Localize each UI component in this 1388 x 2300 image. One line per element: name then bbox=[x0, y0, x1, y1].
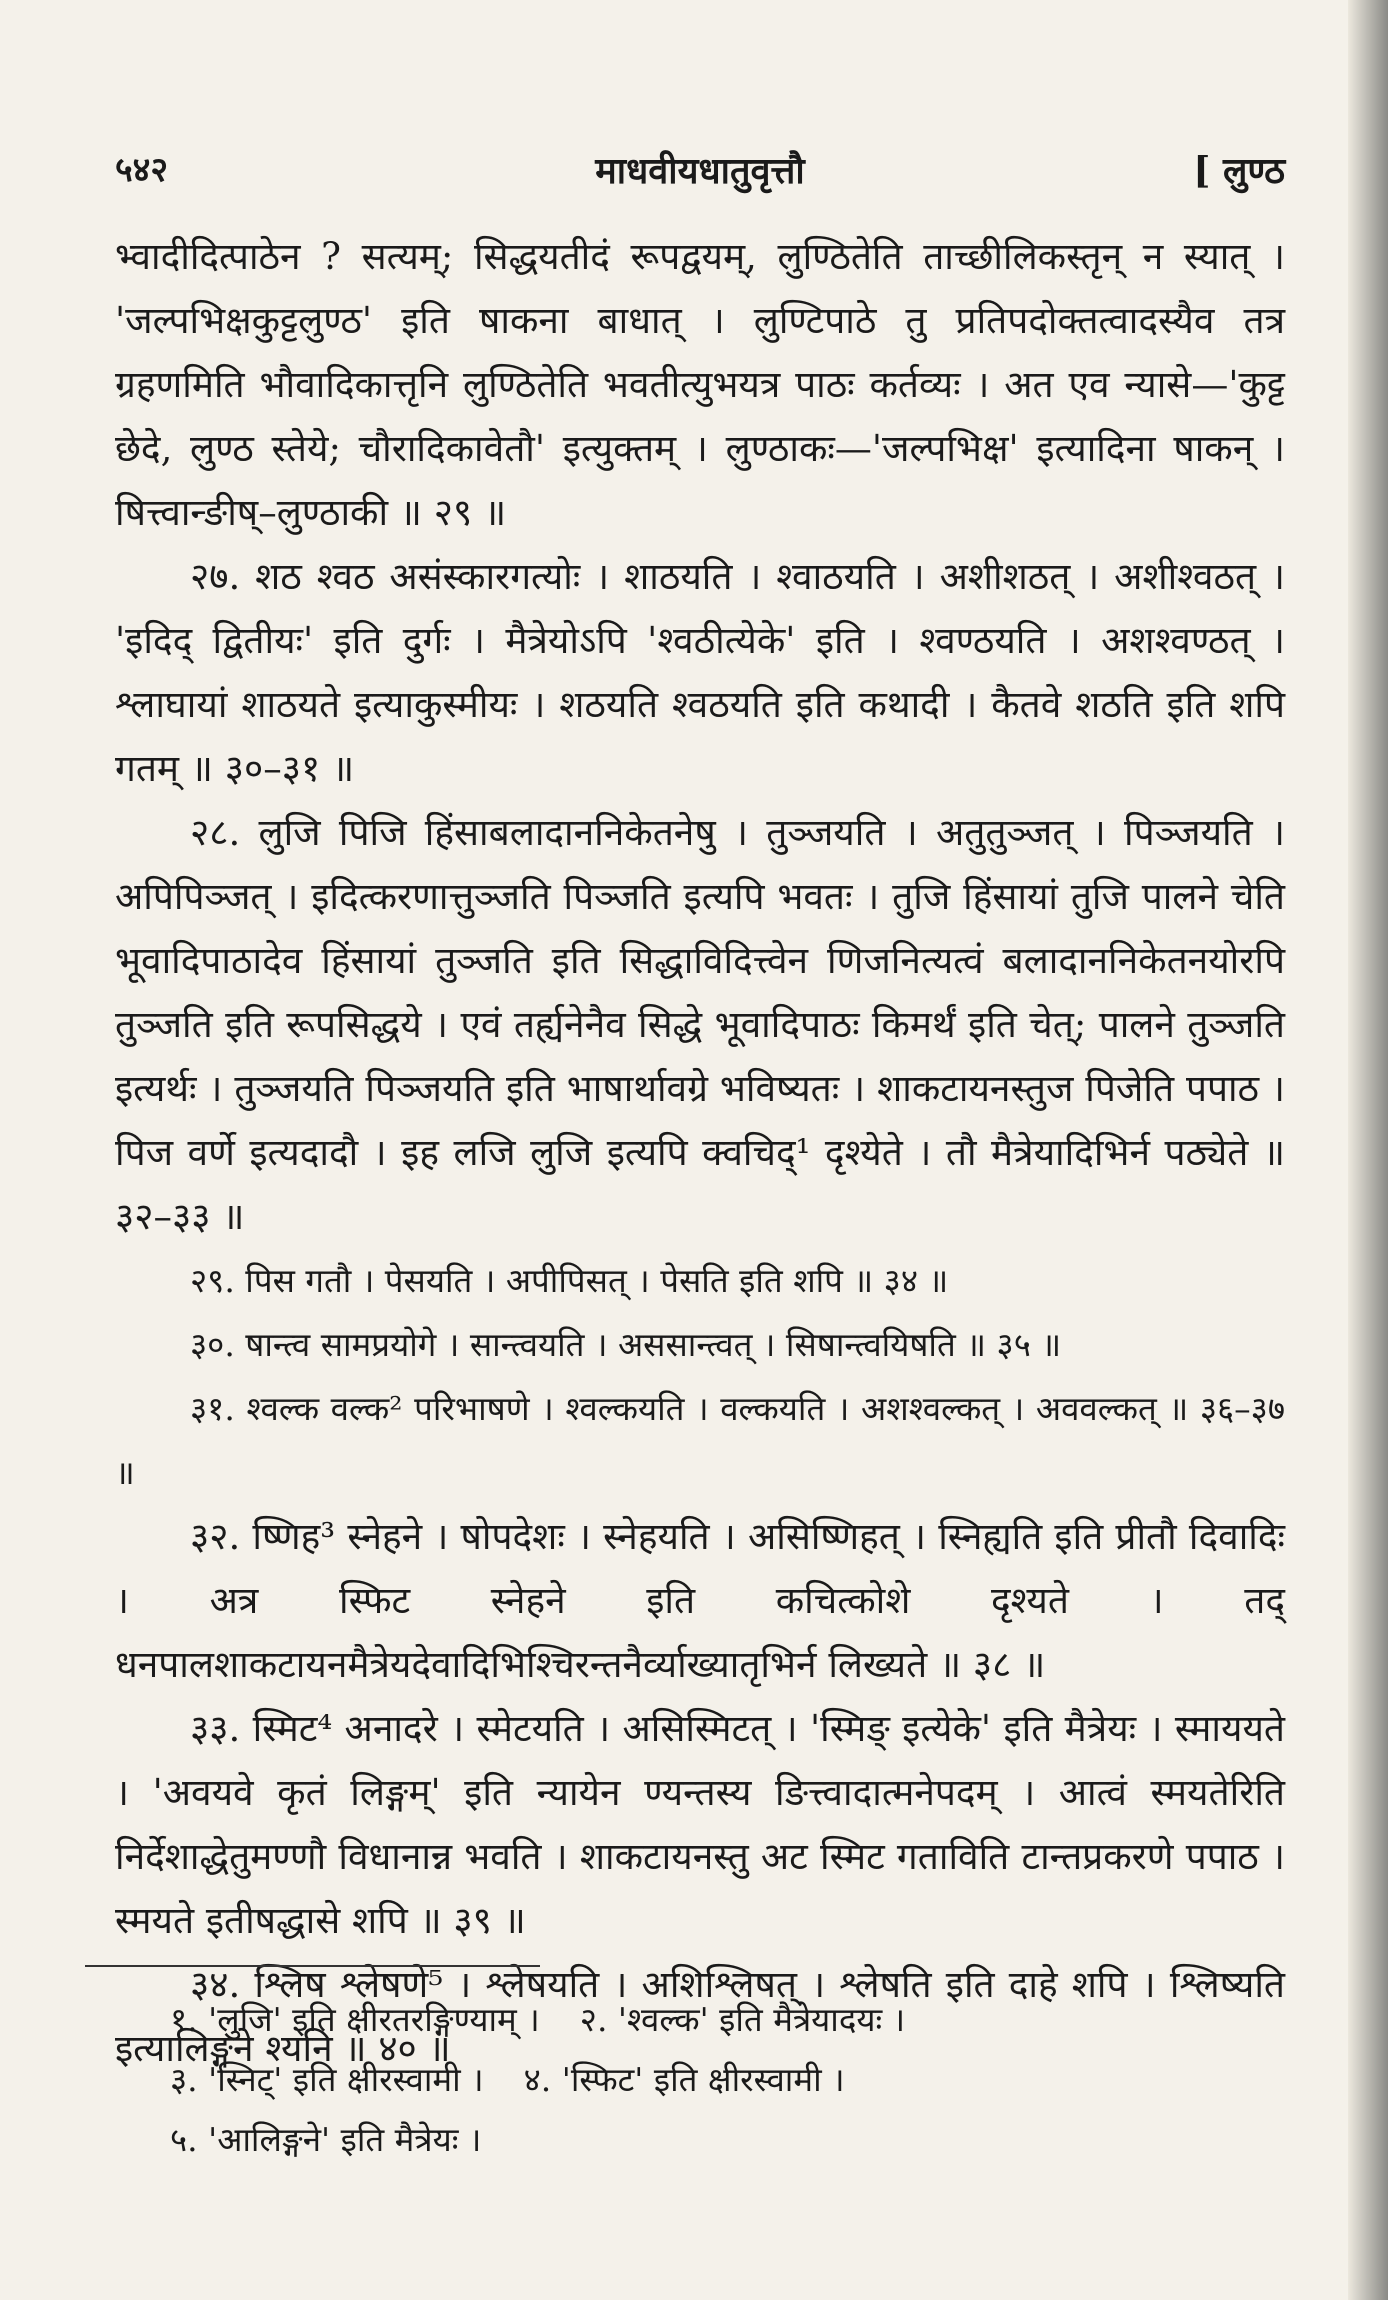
footnote-row bbox=[170, 2050, 1250, 2110]
paragraph: ३४. श्लिष श्लेषणे⁵ । श्लेषयति । अशिश्लिषत् । श्लेषति इति दाहे शपि । श्लिष्यति इत्यालिङ्गने श्यनि ॥ ४० ॥ bbox=[115, 1963, 1285, 2070]
paragraph: ३१. श्वल्क वल्क² परिभाषणे । श्वल्कयति । वल्कयति । अशश्वल्कत् । अववल्कत् ॥ ३६–३७ ॥ bbox=[115, 1389, 1285, 1492]
footnotes bbox=[170, 1990, 1250, 2170]
paragraph: २९. पिस गतौ । पेसयति । अपीपिसत् । पेसति इति शपि ॥ ३४ ॥ bbox=[190, 1261, 949, 1300]
paragraph: २८. लुजि पिजि हिंसाबलादाननिकेतनेषु । तुञ्जयति । अतुतुञ्जत् । पिञ्जयति । अपिपिञ्जत् । इदित्करणात्तुञ्जति पिञ्जति इत्यपि भवतः । तुजि हिंसायां तुजि पालने चेति भूवादिपाठादेव हिंसायां तुञ्जति इति सिद्धाविदित्त्वेन णिजनित्यत्वं बलादाननिकेतनयोरपि तुञ्जति इति रूपसिद्धये । एवं तर्ह्यनेनैव सिद्धे भूवादिपाठः किमर्थं इति चेत्; पालने तुञ्जति इत्यर्थः । तुञ्जयति पिञ्जयति इति भाषार्थावग्रे भविष्यतः । शाकटायनस्तुज पिजेति पपाठ । पिज वर्णे इत्यदादौ । इह लजि लुजि इत्यपि क्वचिद्¹ दृश्येते । तौ मैत्रेयादिभिर्न पठ्येते ॥ ३२–३३ ॥ bbox=[115, 811, 1285, 1238]
section-key: [ लुण्ठ bbox=[1193, 150, 1285, 192]
footnote-row bbox=[170, 1990, 1250, 2050]
paragraph: ३२. ष्णिह³ स्नेहने । षोपदेशः । स्नेहयति । असिष्णिहत् । स्निह्यति इति प्रीतौ दिवादिः । अत्र स्फिट स्नेहने इति कचित्कोशे दृश्यते । तद् धनपालशाकटायनमैत्रेयदेवादिभिश्चिरन्तनैर्व्याख्यातृभिर्न लिख्यते ॥ ३८ ॥ bbox=[115, 1515, 1285, 1686]
paragraph: २७. शठ श्वठ असंस्कारगत्योः । शाठयति । श्वाठयति । अशीशठत् । अशीश्वठत् । 'इदिद् द्वितीयः' इति दुर्गः । मैत्रेयोऽपि 'श्वठीत्येके' इति । श्वण्ठयति । अशश्वण्ठत् । श्लाघायां शाठयते इत्याकुस्मीयः । शठयति श्वठयति इति कथादी । कैतवे शठति इति शपि गतम् ॥ ३०–३१ ॥ bbox=[115, 555, 1285, 790]
page-edge-shadow bbox=[1348, 0, 1388, 2300]
footnote: ५. 'आलिङ्गने' इति मैत्रेयः । bbox=[170, 2120, 482, 2159]
page-number: ५४२ bbox=[115, 150, 169, 190]
running-title: माधवीयधातुवृत्तौ bbox=[595, 150, 805, 192]
footnote-row bbox=[170, 2110, 1250, 2170]
paragraph: भ्वादीदित्पाठेन ? सत्यम्; सिद्धयतीदं रूपद्वयम्, लुण्ठितेति ताच्छीलिकस्तृन् न स्यात् । 'जल्पभिक्षकुट्टलुण्ठ' इति षाकना बाधात् । लुण्टिपाठे तु प्रतिपदोक्तत्वादस्यैव तत्र ग्रहणमिति भौवादिकात्तृनि लुण्ठितेति भवतीत्युभयत्र पाठः कर्तव्यः । अत एव न्यासे—'कुट्ट छेदे, लुण्ठ स्तेये; चौरादिकावेतौ' इत्युक्तम् । लुण्ठाकः—'जल्पभिक्ष' इत्यादिना षाकन् । षित्त्वान्ङीष्–लुण्ठाकी ॥ २९ ॥ bbox=[115, 235, 1285, 534]
footnote-divider bbox=[85, 1965, 540, 1967]
footnote: २. 'श्वल्क' इति मैत्रेयादयः । bbox=[579, 2000, 906, 2039]
footnote: ३. 'स्निट्' इति क्षीरस्वामी । bbox=[170, 2060, 484, 2099]
footnote: १. 'लुजि' इति क्षीरतरङ्गिण्याम् । bbox=[170, 2000, 540, 2039]
main-text bbox=[115, 225, 1285, 2081]
footnote: ४. 'स्फिट' इति क्षीरस्वामी । bbox=[523, 2060, 845, 2099]
paragraph: ३०. षान्त्व सामप्रयोगे । सान्त्वयति । अससान्त्वत् । सिषान्त्वयिषति ॥ ३५ ॥ bbox=[190, 1325, 1062, 1364]
page-header bbox=[115, 145, 1285, 195]
paragraph: ३३. स्मिट⁴ अनादरे । स्मेटयति । असिस्मिटत् । 'स्मिङ् इत्येके' इति मैत्रेयः । स्माययते । 'अवयवे कृतं लिङ्गम्' इति न्यायेन ण्यन्तस्य ङित्त्वादात्मनेपदम् । आत्वं स्मयतेरिति निर्देशाद्धेतुमण्णौ विधानान्न भवति । शाकटायनस्तु अट स्मिट गताविति टान्तप्रकरणे पपाठ । स्मयते इतीषद्धासे शपि ॥ ३९ ॥ bbox=[115, 1707, 1285, 1942]
